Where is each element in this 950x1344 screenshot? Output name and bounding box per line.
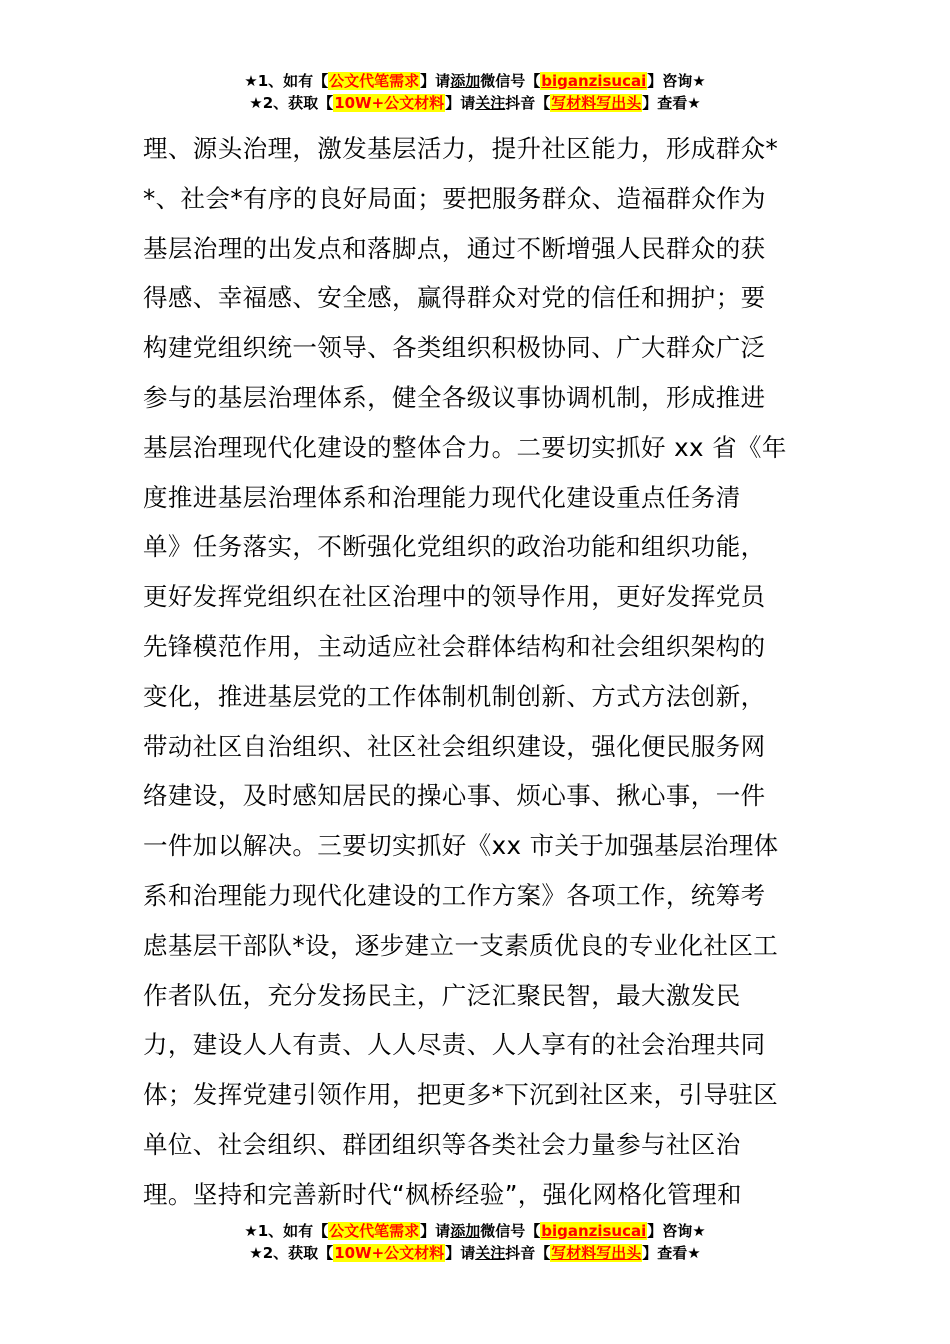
banner-text: 抖音【 bbox=[505, 1244, 551, 1262]
banner-highlight: 公文代笔需求 bbox=[329, 72, 420, 90]
banner-text: ★1、如有【 bbox=[244, 72, 329, 90]
banner-text: 微信号【 bbox=[480, 72, 541, 90]
body-line: 系和治理能力现代化建设的工作方案》各项工作，统筹考 bbox=[143, 880, 766, 910]
body-line: *、社会*有序的良好局面；要把服务群众、造福群众作为 bbox=[143, 183, 766, 213]
banner-text: 抖音【 bbox=[505, 94, 551, 112]
body-line: 基层治理现代化建设的整体合力。二要切实抓好 xx 省《年 bbox=[143, 432, 787, 462]
banner-text: ★1、如有【 bbox=[244, 1222, 329, 1240]
banner-text: 】请 bbox=[420, 1222, 451, 1240]
banner-text: ★2、获取【 bbox=[249, 94, 334, 112]
banner-underlined: 添加 bbox=[450, 72, 481, 90]
body-line: 单位、社会组织、群团组织等各类社会力量参与社区治 bbox=[143, 1129, 741, 1159]
banner-line-1 bbox=[0, 70, 950, 92]
body-line: 基层治理的出发点和落脚点，通过不断增强人民群众的获 bbox=[143, 233, 766, 263]
banner-wechat-id: biganzisucai bbox=[541, 1222, 647, 1240]
body-line: 构建党组织统一领导、各类组织积极协同、广大群众广泛 bbox=[143, 333, 766, 363]
banner-text: 】请 bbox=[420, 72, 451, 90]
banner-text: 】请 bbox=[445, 1244, 476, 1262]
body-line: 作者队伍，充分发扬民主，广泛汇聚民智，最大激发民 bbox=[143, 980, 741, 1010]
body-line: 单》任务落实，不断强化党组织的政治功能和组织功能， bbox=[143, 532, 766, 562]
body-line: 参与的基层治理体系，健全各级议事协调机制，形成推进 bbox=[143, 382, 766, 412]
banner-line-2 bbox=[0, 92, 950, 114]
banner-text: 】查看★ bbox=[642, 1244, 701, 1262]
document-body bbox=[143, 124, 813, 1220]
banner-douyin-id: 写材料写出头 bbox=[551, 94, 642, 112]
banner-underlined: 关注 bbox=[475, 1244, 506, 1262]
body-line: 络建设，及时感知居民的操心事、烦心事、揪心事，一件 bbox=[143, 781, 766, 811]
body-line: 得感、幸福感、安全感，赢得群众对党的信任和拥护；要 bbox=[143, 283, 766, 313]
footer-banner-bottom bbox=[0, 1220, 950, 1264]
banner-text: 微信号【 bbox=[480, 1222, 541, 1240]
banner-underlined: 添加 bbox=[450, 1222, 481, 1240]
banner-text: 】咨询★ bbox=[647, 1222, 706, 1240]
body-line: 理、源头治理，激发基层活力，提升社区能力，形成群众* bbox=[143, 134, 779, 163]
body-line: 一件加以解决。三要切实抓好《xx 市关于加强基层治理体 bbox=[143, 831, 779, 861]
body-line: 虑基层干部队*设，逐步建立一支素质优良的专业化社区工 bbox=[143, 930, 779, 960]
banner-text: 】咨询★ bbox=[647, 72, 706, 90]
body-line: 度推进基层治理体系和治理能力现代化建设重点任务清 bbox=[143, 482, 741, 512]
body-line: 先锋模范作用，主动适应社会群体结构和社会组织架构的 bbox=[143, 631, 766, 661]
body-line: 体；发挥党建引领作用，把更多*下沉到社区来，引导驻区 bbox=[143, 1080, 779, 1110]
body-line: 力，建设人人有责、人人尽责、人人享有的社会治理共同 bbox=[143, 1030, 766, 1060]
body-line: 带动社区自治组织、社区社会组织建设，强化便民服务网 bbox=[143, 731, 766, 761]
banner-underlined: 关注 bbox=[475, 94, 506, 112]
body-line: 变化，推进基层党的工作体制机制创新、方式方法创新， bbox=[143, 681, 766, 711]
banner-wechat-id: biganzisucai bbox=[541, 72, 647, 90]
body-line: 更好发挥党组织在社区治理中的领导作用，更好发挥党员 bbox=[143, 582, 766, 612]
banner-highlight: 10W+公文材料 bbox=[334, 94, 445, 112]
banner-highlight: 10W+公文材料 bbox=[334, 1244, 445, 1262]
banner-text: 】查看★ bbox=[642, 94, 701, 112]
banner-text: ★2、获取【 bbox=[249, 1244, 334, 1262]
banner-line-2 bbox=[0, 1242, 950, 1264]
banner-highlight: 公文代笔需求 bbox=[329, 1222, 420, 1240]
banner-douyin-id: 写材料写出头 bbox=[551, 1244, 642, 1262]
body-line: 理。坚持和完善新时代“枫桥经验”，强化网格化管理和 bbox=[143, 1179, 742, 1209]
header-banner-top bbox=[0, 70, 950, 114]
banner-line-1 bbox=[0, 1220, 950, 1242]
banner-text: 】请 bbox=[445, 94, 476, 112]
